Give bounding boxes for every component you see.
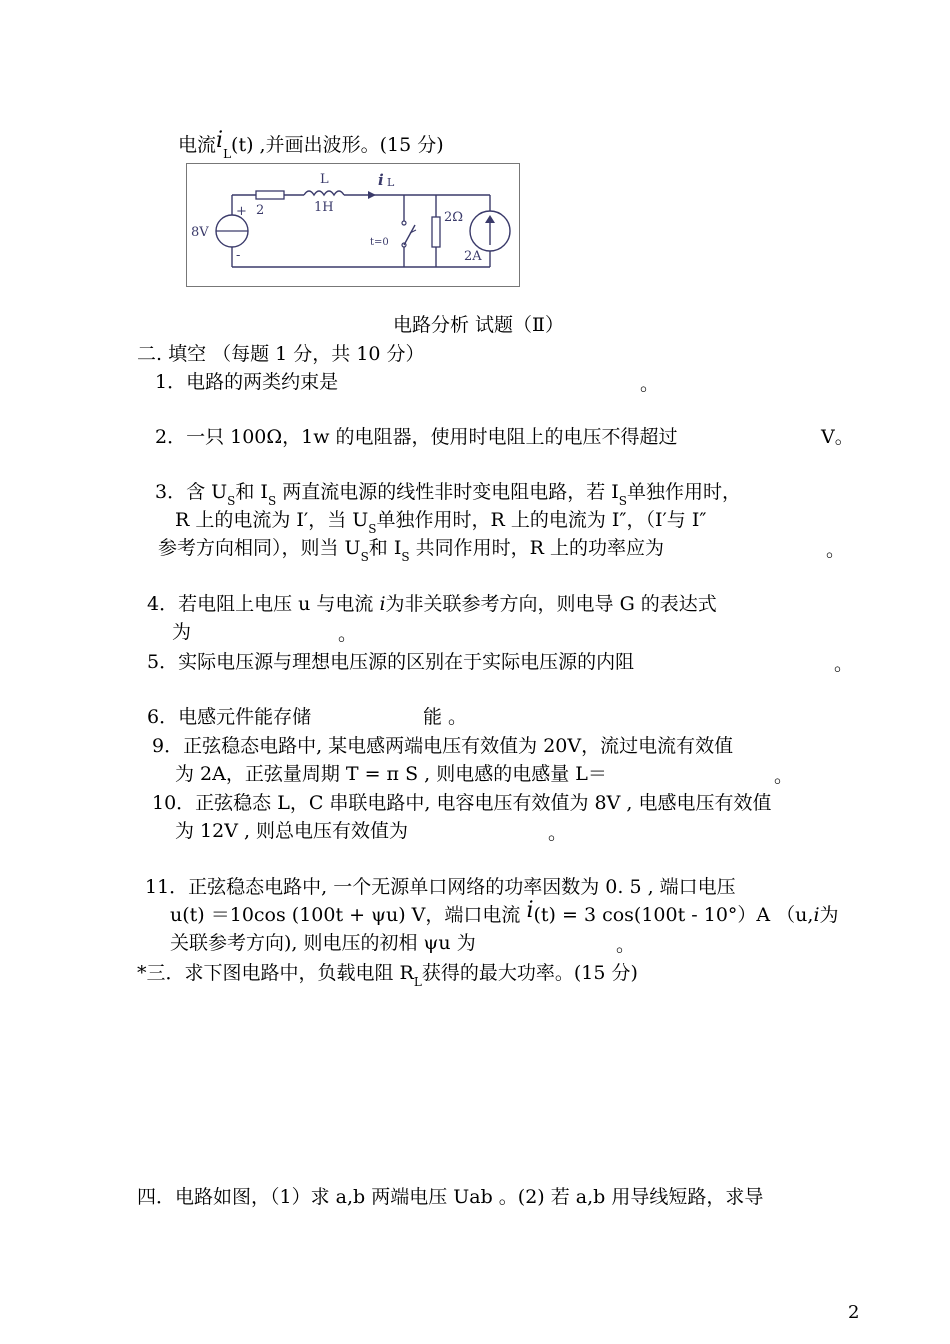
top-suffix: (t) ,并画出波形。(15 分) bbox=[231, 134, 444, 156]
page-number: 2 bbox=[848, 1302, 860, 1323]
q11-i-symbol: i bbox=[526, 898, 534, 923]
q2-end: V。 bbox=[821, 426, 854, 448]
q11-line1: 11．正弦稳态电路中, 一个无源单口网络的功率因数为 0. 5 , 端口电压 bbox=[145, 876, 736, 898]
q3-line2-b: 单独作用时，R 上的电流为 I″，（I′与 I″ bbox=[376, 509, 707, 531]
src-plus-label: + bbox=[236, 204, 247, 219]
section3-sub: L bbox=[413, 975, 422, 989]
cs-value-label: 2A bbox=[464, 249, 482, 264]
src-minus-label: - bbox=[236, 248, 241, 263]
q3-part-c: 两直流电源的线性非时变电阻电路，若 I bbox=[276, 481, 619, 503]
q4-part-b: 为非关联参考方向，则电导 G 的表达式 bbox=[385, 593, 717, 615]
exam-title: 电路分析 试题（Ⅱ） bbox=[393, 314, 564, 336]
current-symbol: i bbox=[216, 128, 224, 153]
q10-line2: 为 12V , 则总电压有效值为 bbox=[175, 820, 409, 842]
current-sub-label: L bbox=[387, 176, 395, 189]
q3-end: 。 bbox=[826, 539, 846, 561]
current-arrow-icon bbox=[368, 191, 376, 199]
q6-end: 能 。 bbox=[423, 706, 468, 728]
q4-line2: 为 bbox=[172, 621, 192, 643]
wires bbox=[232, 195, 490, 267]
q3-part-b: 和 I bbox=[235, 481, 268, 503]
q3-line1 bbox=[155, 480, 741, 506]
q2-text: 2．一只 100Ω，1w 的电阻器，使用时电阻上的电压不得超过 bbox=[155, 426, 678, 448]
q3-line2-a: R 上的电流为 I′，当 U bbox=[175, 509, 369, 531]
inductor-symbol bbox=[304, 191, 344, 195]
inductor-label: L bbox=[320, 172, 329, 187]
current-subscript: L bbox=[223, 147, 232, 161]
resistor-symbol bbox=[256, 191, 284, 199]
q10-line1: 10．正弦稳态 L，C 串联电路中, 电容电压有效值为 8V , 电感电压有效值 bbox=[152, 792, 772, 814]
q11-line2 bbox=[170, 898, 839, 927]
q3-sub-c: S bbox=[618, 494, 627, 508]
src-value-label: 8V bbox=[191, 225, 209, 240]
section2-heading: 二. 填空 （每题 1 分，共 10 分） bbox=[137, 343, 425, 365]
q3-line3-c: 共同作用时，R 上的功率应为 bbox=[409, 537, 664, 559]
q11-line2-b: (t) = 3 cos(100t - 10°）A （u, bbox=[533, 904, 814, 926]
q11-i2-symbol: i bbox=[813, 904, 820, 926]
section3-part-a: *三．求下图电路中，负载电阻 R bbox=[137, 962, 414, 984]
q1-text: 1．电路的两类约束是 bbox=[155, 371, 339, 393]
q10-end: 。 bbox=[548, 822, 568, 844]
q3-sub-b: S bbox=[267, 494, 277, 508]
q5-text: 5．实际电压源与理想电压源的区别在于实际电压源的内阻 bbox=[147, 651, 635, 673]
section3-part-b: 获得的最大功率。(15 分) bbox=[421, 962, 638, 984]
q1-end: 。 bbox=[640, 373, 660, 395]
section3-heading bbox=[137, 961, 638, 987]
q4-i-symbol: i bbox=[379, 593, 386, 615]
q3-line3-a: 参考方向相同），则当 U bbox=[158, 537, 361, 559]
section4-heading: 四．电路如图，（1）求 a,b 两端电压 Uab 。(2) 若 a,b 用导线短路，求导 bbox=[137, 1186, 764, 1208]
q3-line3-sub2: S bbox=[401, 550, 410, 564]
resistor2-symbol bbox=[432, 217, 440, 247]
q4-part-a: 4．若电阻上电压 u 与电流 bbox=[147, 593, 380, 615]
q11-line2-a: u(t) ＝10cos (100t + ψu) V，端口电流 bbox=[170, 904, 527, 926]
q3-line2-sub: S bbox=[368, 522, 377, 536]
q3-line3-b: 和 I bbox=[368, 537, 402, 559]
top-prefix: 电流 bbox=[178, 134, 217, 156]
current-label: i bbox=[378, 171, 384, 189]
q3-part-d: 单独作用时， bbox=[627, 481, 742, 503]
q11-line3: 关联参考方向), 则电压的初相 ψu 为 bbox=[170, 932, 476, 954]
r1-value-label: 2 bbox=[256, 203, 265, 218]
q9-line2: 为 2A，正弦量周期 T = π S , 则电感的电感量 L＝ bbox=[175, 763, 607, 785]
q3-line3-sub1: S bbox=[360, 550, 369, 564]
q3-line2 bbox=[175, 508, 706, 534]
q9-end: 。 bbox=[774, 765, 794, 787]
q4-end: 。 bbox=[338, 623, 358, 645]
q3-part-a: 3．含 U bbox=[155, 481, 228, 503]
inductor-value-label: 1H bbox=[314, 200, 334, 215]
switch-symbol bbox=[404, 225, 415, 245]
circuit-diagram bbox=[186, 163, 520, 287]
switch-label: t=0 bbox=[370, 237, 389, 248]
q6-text: 6．电感元件能存储 bbox=[147, 706, 312, 728]
r2-value-label: 2Ω bbox=[444, 210, 464, 225]
q4-line1 bbox=[147, 592, 717, 616]
q3-line3 bbox=[158, 536, 664, 562]
top-question-line bbox=[178, 128, 444, 161]
q9-line1: 9．正弦稳态电路中, 某电感两端电压有效值为 20V，流过电流有效值 bbox=[152, 735, 734, 757]
q11-end: 。 bbox=[616, 934, 636, 956]
q11-line2-c: 为 bbox=[819, 904, 839, 926]
q5-end: 。 bbox=[834, 653, 854, 675]
q3-sub-a: S bbox=[227, 494, 236, 508]
